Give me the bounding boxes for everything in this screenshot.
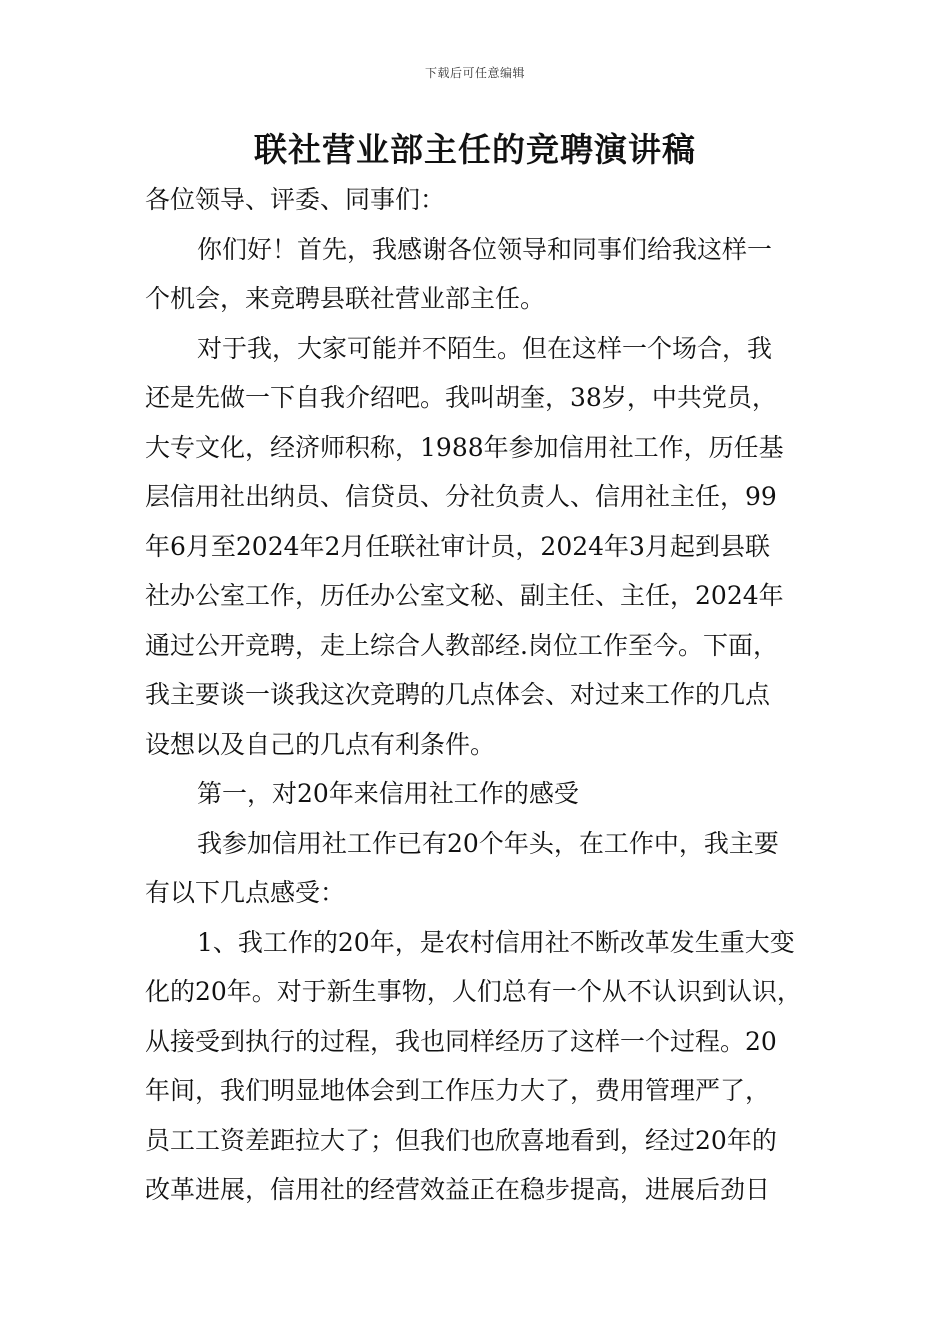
text-line: 你们好！首先，我感谢各位领导和同事们给我这样一 [197,234,773,264]
text-line: 个机会，来竞聘县联社营业部主任。 [145,284,546,313]
text-line: 大专文化，经济师积称，1988年参加信用社工作，历任基 [145,432,784,462]
text-line: 社办公室工作，历任办公室文秘、副主任、主任，2024年 [145,581,784,610]
header-note: 下载后可任意编辑 [424,66,525,80]
text-line: 化的20年。对于新生事物，人们总有一个从不认识到认识， [145,977,802,1006]
text-line: 从接受到执行的过程，我也同样经历了这样一个过程。20 [145,1026,777,1056]
document-body [145,175,810,1215]
text-line: 设想以及自己的几点有利条件。 [145,729,496,759]
text-line: 通过公开竞聘，走上综合人教部经.岗位工作至今。下面， [145,630,778,660]
text-line: 1、我工作的20年，是农村信用社不断改革发生重大变 [197,927,795,957]
text-line: 各位领导、评委、同事们： [145,185,446,214]
text-line: 对于我，大家可能并不陌生。但在这样一个场合，我 [197,333,773,363]
document-title: 联社营业部主任的竞聘演讲稿 [254,130,696,169]
text-line: 还是先做一下自我介绍吧。我叫胡奎，38岁，中共党员， [145,383,777,412]
text-line: 层信用社出纳员、信贷员、分社负责人、信用社主任，99 [145,482,777,511]
text-line: 我参加信用社工作已有20个年头，在工作中，我主要 [197,828,779,858]
section-heading: 第一，对20年来信用社工作的感受 [197,779,579,808]
text-line: 员工工资差距拉大了；但我们也欣喜地看到，经过20年的 [145,1125,777,1155]
text-line: 改革进展，信用社的经营效益正在稳步提高，进展后劲日 [145,1175,771,1204]
text-line: 有以下几点感受： [145,878,346,907]
text-line: 年6月至2024年2月任联社审计员，2024年3月起到县联 [145,531,770,561]
text-line: 年间，我们明显地体会到工作压力大了，费用管理严了， [145,1076,771,1105]
text-line: 我主要谈一谈我这次竞聘的几点体会、对过来工作的几点 [145,680,771,709]
